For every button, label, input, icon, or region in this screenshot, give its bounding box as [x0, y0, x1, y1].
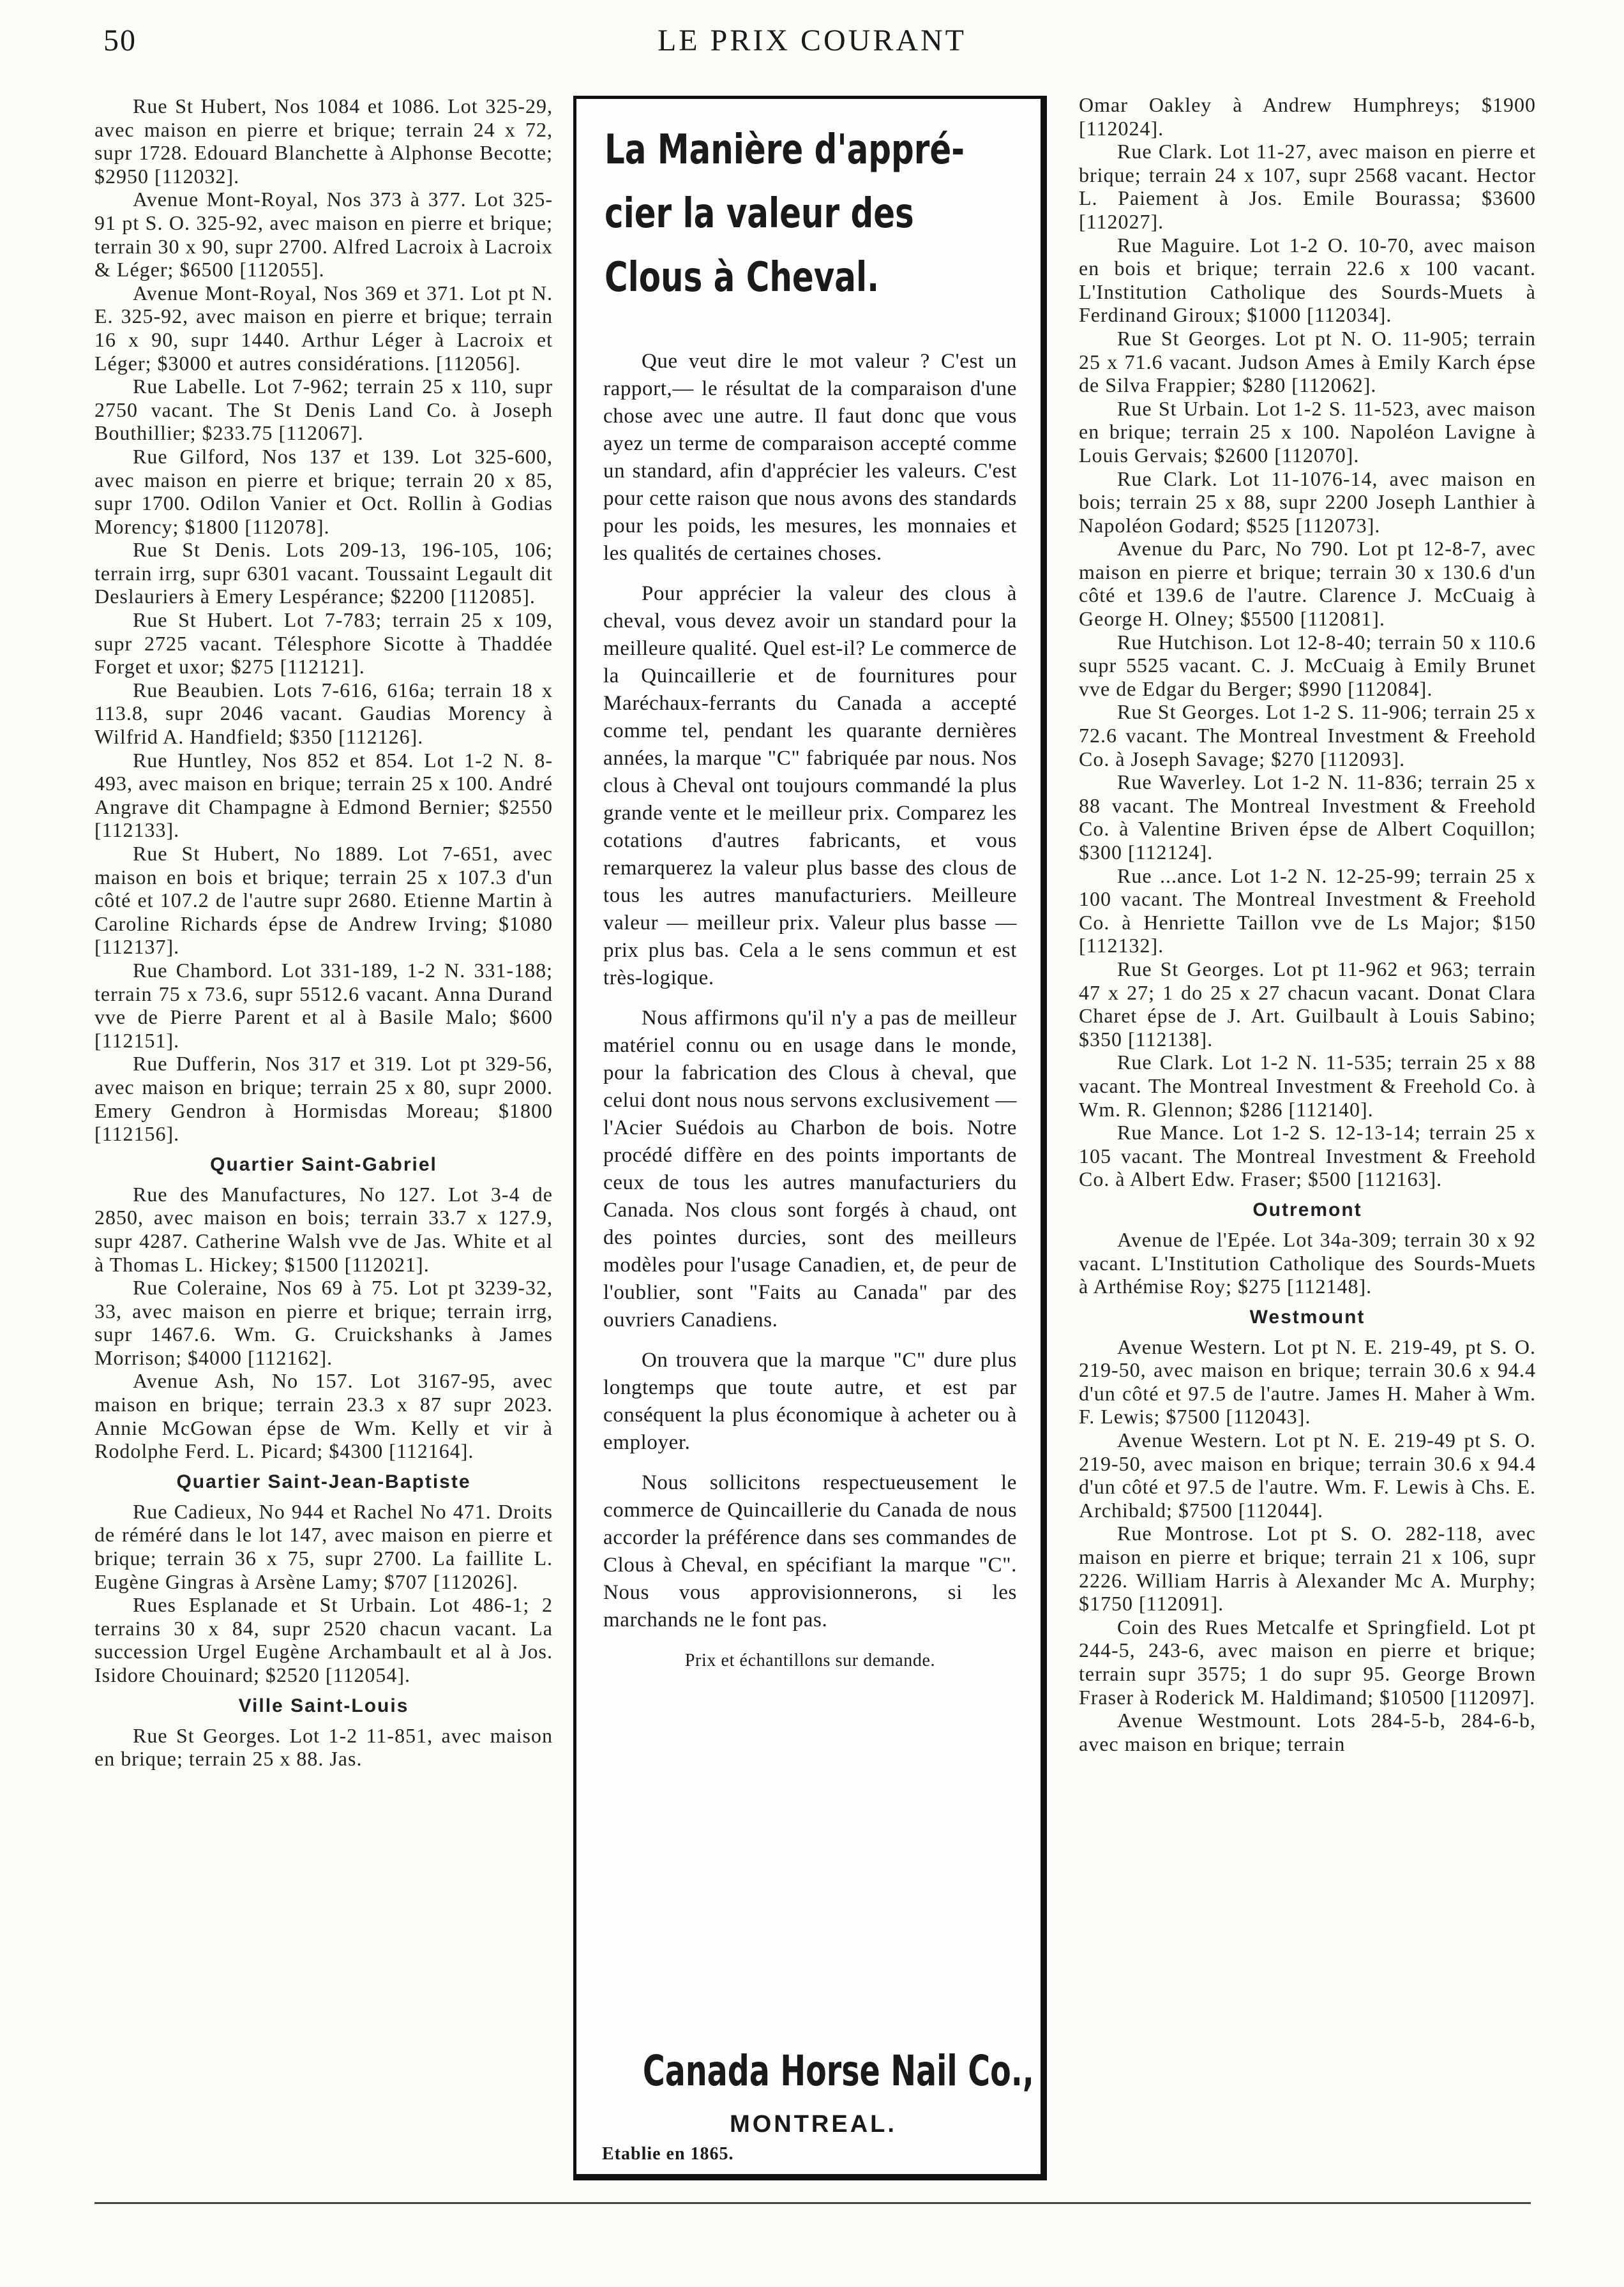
ad-company-name: Canada Horse Nail Co.,: [642, 2046, 1034, 2096]
ad-established: Etablie en 1865.: [602, 2144, 734, 2164]
listing-entry: Rue Montrose. Lot pt S. O. 282-118, avec maison en pierre et brique; terrain 21 x 106, supr 2226. William Harris à Alexander Mc A. Murphy; $1750 [112091].: [1079, 1522, 1536, 1616]
ad-paragraph: Pour apprécier la valeur des clous à cheval, vous devez avoir un standard pour la meilleure qualité. Quel est-il? Le commerce de la Quincaillerie et de fournitures pour Maréchaux-ferrants du Canada a accepté comme tel, pendant les quarante dernières années, la marque "C" fabriquée par nous. Nos clous à Cheval ont toujours commandé la plus grande vente et le meilleur prix. Comparez les cotations d'autres fabricants, et vous remarquerez la valeur plus basse des clous de tous les autres manufacturiers. Meilleure valeur — meilleur prix. Valeur plus basse — prix plus bas. Cela a le sens commun et est très-logique.: [603, 582, 1017, 989]
listing-entry: Avenue Ash, No 157. Lot 3167-95, avec maison en brique; terrain 23.3 x 87 supr 2023. Annie McGowan épse de Wm. Kelly et vir à Rodolphe Ferd. L. Picard; $4300 [112164].: [94, 1369, 553, 1463]
section-heading: Westmount: [1249, 1306, 1365, 1328]
listing-entry: Rue Chambord. Lot 331-189, 1-2 N. 331-188; terrain 75 x 73.6, supr 5512.6 vacant. Anna Durand vve de Pierre Parent et al à Basile Malo; $600 [112151].: [94, 958, 553, 1052]
page-header: [0, 23, 1624, 74]
ad-headline-line: Clous à Cheval.: [605, 254, 880, 301]
listing-entry: Rue Beaubien. Lots 7-616, 616a; terrain 18 x 113.8, supr 2046 vacant. Gaudias Morency à Wilfrid A. Handfield; $350 [112126].: [94, 678, 553, 749]
listing-entry: Rue St Georges. Lot pt 11-962 et 963; terrain 47 x 27; 1 do 25 x 27 chacun vacant. Donat Clara Charet épse de J. Art. Guilbault à Louis Sabino; $350 [112138].: [1079, 957, 1536, 1051]
listing-entry: Rue Clark. Lot 11-1076-14, avec maison en bois; terrain 25 x 88, supr 2200 Joseph Lanthier à Napoléon Godard; $525 [112073].: [1079, 467, 1536, 537]
left-column: [94, 94, 553, 1771]
ad-samples-line: Prix et échantillons sur demande.: [684, 1651, 936, 1670]
ad-paragraph: On trouvera que la marque "C" dure plus longtemps que toute autre, et est par conséquent la plus économique à acheter ou à employer.: [603, 1349, 1017, 1454]
listing-entry: Rue Clark. Lot 1-2 N. 11-535; terrain 25 x 88 vacant. The Montreal Investment & Freehold Co. à Wm. R. Glennon; $286 [112140].: [1079, 1051, 1536, 1121]
running-title: LE PRIX COURANT: [657, 24, 966, 57]
ad-headline-line: La Manière d'appré-: [605, 126, 965, 174]
listing-entry: Rue St Georges. Lot pt N. O. 11-905; terrain 25 x 71.6 vacant. Judson Ames à Emily Karch épse de Silva Frappier; $280 [112062].: [1079, 326, 1536, 397]
section-heading: Quartier Saint-Gabriel: [210, 1153, 437, 1175]
page-number: 50: [103, 24, 137, 57]
listing-entry: Avenue de l'Epée. Lot 34a-309; terrain 30 x 92 vacant. L'Institution Catholique des Sourds-Muets à Arthémise Roy; $275 [112148].: [1079, 1227, 1536, 1298]
listing-entry: Avenue Western. Lot pt N. E. 219-49 pt S. O. 219-50, avec maison en brique; terrain 30.6 x 94.4 d'un côté et 97.5 de l'autre. Wm. F. Lewis à Chs. E. Archibald; $7500 [112044].: [1079, 1428, 1536, 1522]
listing-entry: Rue Clark. Lot 11-27, avec maison en pierre et brique; terrain 24 x 107, supr 2568 vacant. Hector L. Paiement à Jos. Emile Bourassa; $3600 [112027].: [1079, 140, 1536, 233]
listing-entry: Rue Hutchison. Lot 12-8-40; terrain 50 x 110.6 supr 5525 vacant. C. J. McCuaig à Emily Brunet vve de Edgar du Berger; $990 [112084].: [1079, 630, 1536, 700]
listing-entry: Rue Maguire. Lot 1-2 O. 10-70, avec maison en bois et brique; terrain 22.6 x 100 vacant. L'Institution Catholique des Sourds-Muets à Ferdinand Giroux; $1000 [112034].: [1079, 233, 1536, 327]
listing-entry: Rue Mance. Lot 1-2 S. 12-13-14; terrain 25 x 105 vacant. The Montreal Investment & Freehold Co. à Albert Edw. Fraser; $500 [112163].: [1079, 1121, 1536, 1191]
ad-body: [603, 348, 1017, 1674]
section-heading: Outremont: [1252, 1199, 1362, 1220]
advertisement-box: [573, 96, 1047, 2180]
listing-entry: Avenue Mont-Royal, Nos 369 et 371. Lot pt N. E. 325-92, avec maison en pierre et brique; terrain 16 x 90, supr 1440. Arthur Léger à Lacroix et Léger; $3000 et autres considérations. [112056].: [94, 281, 553, 375]
listing-entry: Omar Oakley à Andrew Humphreys; $1900 [112024].: [1079, 93, 1536, 140]
right-column: [1079, 93, 1536, 1755]
listing-entry: Rue Labelle. Lot 7-962; terrain 25 x 110, supr 2750 vacant. The St Denis Land Co. à Joseph Bouthillier; $233.75 [112067].: [94, 375, 553, 445]
ad-paragraph: Nous affirmons qu'il n'y a pas de meilleur matériel connu ou en usage dans le monde, pour la fabrication des Clous à cheval, que celui dont nous nous servons exclusivement — l'Acier Suédois au Charbon de bois. Notre procédé diffère en des points importants de ceux de tous les autres manufacturiers du Canada. Nos clous sont forgés à chaud, ont des pointes durcies, sont des meilleurs modèles pour l'usage Canadien, et, de peur de l'oublier, sont "Faits au Canada" par des ouvriers Canadiens.: [603, 1007, 1017, 1331]
listing-entry: Rue St Hubert, Nos 1084 et 1086. Lot 325-29, avec maison en pierre et brique; terrain 24 x 72, supr 1728. Edouard Blanchette à Alphonse Becotte; $2950 [112032].: [94, 94, 553, 188]
listing-entry: Avenue Westmount. Lots 284-5-b, 284-6-b, avec maison en brique; terrain: [1079, 1709, 1536, 1755]
bottom-rule: [94, 2202, 1531, 2204]
ad-headline-line: cier la valeur des: [605, 190, 914, 237]
listing-entry: Rue des Manufactures, No 127. Lot 3-4 de 2850, avec maison en bois; terrain 33.7 x 127.9, supr 4287. Catherine Walsh vve de Jas. White et al à Thomas L. Hickey; $1500 [112021].: [94, 1182, 553, 1276]
listing-entry: Rue Huntley, Nos 852 et 854. Lot 1-2 N. 8-493, avec maison en brique; terrain 25 x 100. André Angrave dit Champagne à Edmond Bernier; $2550 [112133].: [94, 748, 553, 842]
ad-paragraph: Nous sollicitons respectueusement le commerce de Quincaillerie du Canada de nous accorder la préférence dans ses commandes de Clous à Cheval, en spécifiant la marque "C". Nous vous approvisionnerons, si les marchands ne le font pas.: [603, 1471, 1017, 1631]
listing-entry: Rue Dufferin, Nos 317 et 319. Lot pt 329-56, avec maison en brique; terrain 25 x 80, supr 2000. Emery Gendron à Hormisdas Moreau; $1800 [112156].: [94, 1052, 553, 1146]
listing-entry: Avenue Western. Lot pt N. E. 219-49, pt S. O. 219-50, avec maison en brique; terrain 30.6 x 94.4 d'un côté et 97.5 de l'autre. James H. Maher à Wm. F. Lewis; $7500 [112043].: [1079, 1335, 1536, 1428]
listing-entry: Coin des Rues Metcalfe et Springfield. Lot pt 244-5, 243-6, avec maison en pierre et brique; terrain supr 3575; 1 do supr 95. George Brown Fraser à Roderick M. Haldimand; $10500 [112097].: [1079, 1615, 1536, 1709]
listing-entry: Rue ...ance. Lot 1-2 N. 12-25-99; terrain 25 x 100 vacant. The Montreal Investment & Freehold Co. à Henriette Taillon vve de Ls Major; $150 [112132].: [1079, 864, 1536, 957]
listing-entry: Rue Cadieux, No 944 et Rachel No 471. Droits de réméré dans le lot 147, avec maison en pierre et brique; terrain 36 x 75, supr 2700. La faillite L. Eugène Gingras à Arsène Lamy; $707 [112026].: [94, 1499, 553, 1593]
listing-entry: Avenue du Parc, No 790. Lot pt 12-8-7, avec maison en pierre et brique; terrain 30 x 130.6 d'un côté et 139.6 de l'autre. Clarence J. McCuaig à George H. Olney; $5500 [112081].: [1079, 537, 1536, 631]
listing-entry: Avenue Mont-Royal, Nos 373 à 377. Lot 325-91 pt S. O. 325-92, avec maison en pierre et brique; terrain 30 x 90, supr 2700. Alfred Lacroix à Lacroix & Léger; $6500 [112055].: [94, 188, 553, 281]
section-heading: Quartier Saint-Jean-Baptiste: [176, 1471, 471, 1492]
section-heading: Ville Saint-Louis: [238, 1695, 409, 1716]
listing-entry: Rue St Hubert. Lot 7-783; terrain 25 x 109, supr 2725 vacant. Télesphore Sicotte à Thaddée Forget et uxor; $275 [112121].: [94, 608, 553, 679]
listing-entry: Rue Coleraine, Nos 69 à 75. Lot pt 3239-32, 33, avec maison en pierre et brique; terrain irrg, supr 1467.6. Wm. G. Cruickshanks à James Morrison; $4000 [112162].: [94, 1276, 553, 1369]
ad-paragraph: Que veut dire le mot valeur ? C'est un rapport,— le résultat de la comparaison d'une chose avec une autre. Il faut donc que vous ayez un terme de comparaison accepté comme un standard, afin d'apprécier les valeurs. C'est pour cette raison que nous avons des standards pour les poids, les mesures, les monnaies et les qualités de certaines choses.: [603, 350, 1017, 565]
listing-entry: Rue St Hubert, No 1889. Lot 7-651, avec maison en bois et brique; terrain 25 x 107.3 d'un côté et 107.2 de l'autre supr 2680. Etienne Martin à Caroline Richards épse de Andrew Irving; $1080 [112137].: [94, 842, 553, 959]
listing-entry: Rue St Denis. Lots 209-13, 196-105, 106; terrain irrg, supr 6301 vacant. Toussaint Legault dit Deslauriers à Emery Lespérance; $2200 [112085].: [94, 538, 553, 608]
listing-entry: Rue St Urbain. Lot 1-2 S. 11-523, avec maison en brique; terrain 25 x 100. Napoléon Lavigne à Louis Gervais; $2600 [112070].: [1079, 396, 1536, 467]
listing-entry: Rue Gilford, Nos 137 et 139. Lot 325-600, avec maison en pierre et brique; terrain 20 x 85, supr 1700. Odilon Vanier et Oct. Rollin à Godias Morency; $1800 [112078].: [94, 444, 553, 538]
listing-entry: Rue St Georges. Lot 1-2 11-851, avec maison en brique; terrain 25 x 88. Jas.: [94, 1723, 553, 1771]
ad-city: MONTREAL.: [730, 2111, 897, 2138]
listing-entry: Rues Esplanade et St Urbain. Lot 486-1; 2 terrains 30 x 84, supr 2520 chacun vacant. La succession Urgel Eugène Archambault et al à Jos. Isidore Chouinard; $2520 [112054].: [94, 1593, 553, 1686]
ad-headline: [605, 118, 965, 310]
listing-entry: Rue Waverley. Lot 1-2 N. 11-836; terrain 25 x 88 vacant. The Montreal Investment & Freehold Co. à Valentine Briven épse de Albert Coquillon; $300 [112124].: [1079, 770, 1536, 864]
listing-entry: Rue St Georges. Lot 1-2 S. 11-906; terrain 25 x 72.6 vacant. The Montreal Investment & Freehold Co. à Joseph Savage; $270 [112093].: [1079, 700, 1536, 770]
